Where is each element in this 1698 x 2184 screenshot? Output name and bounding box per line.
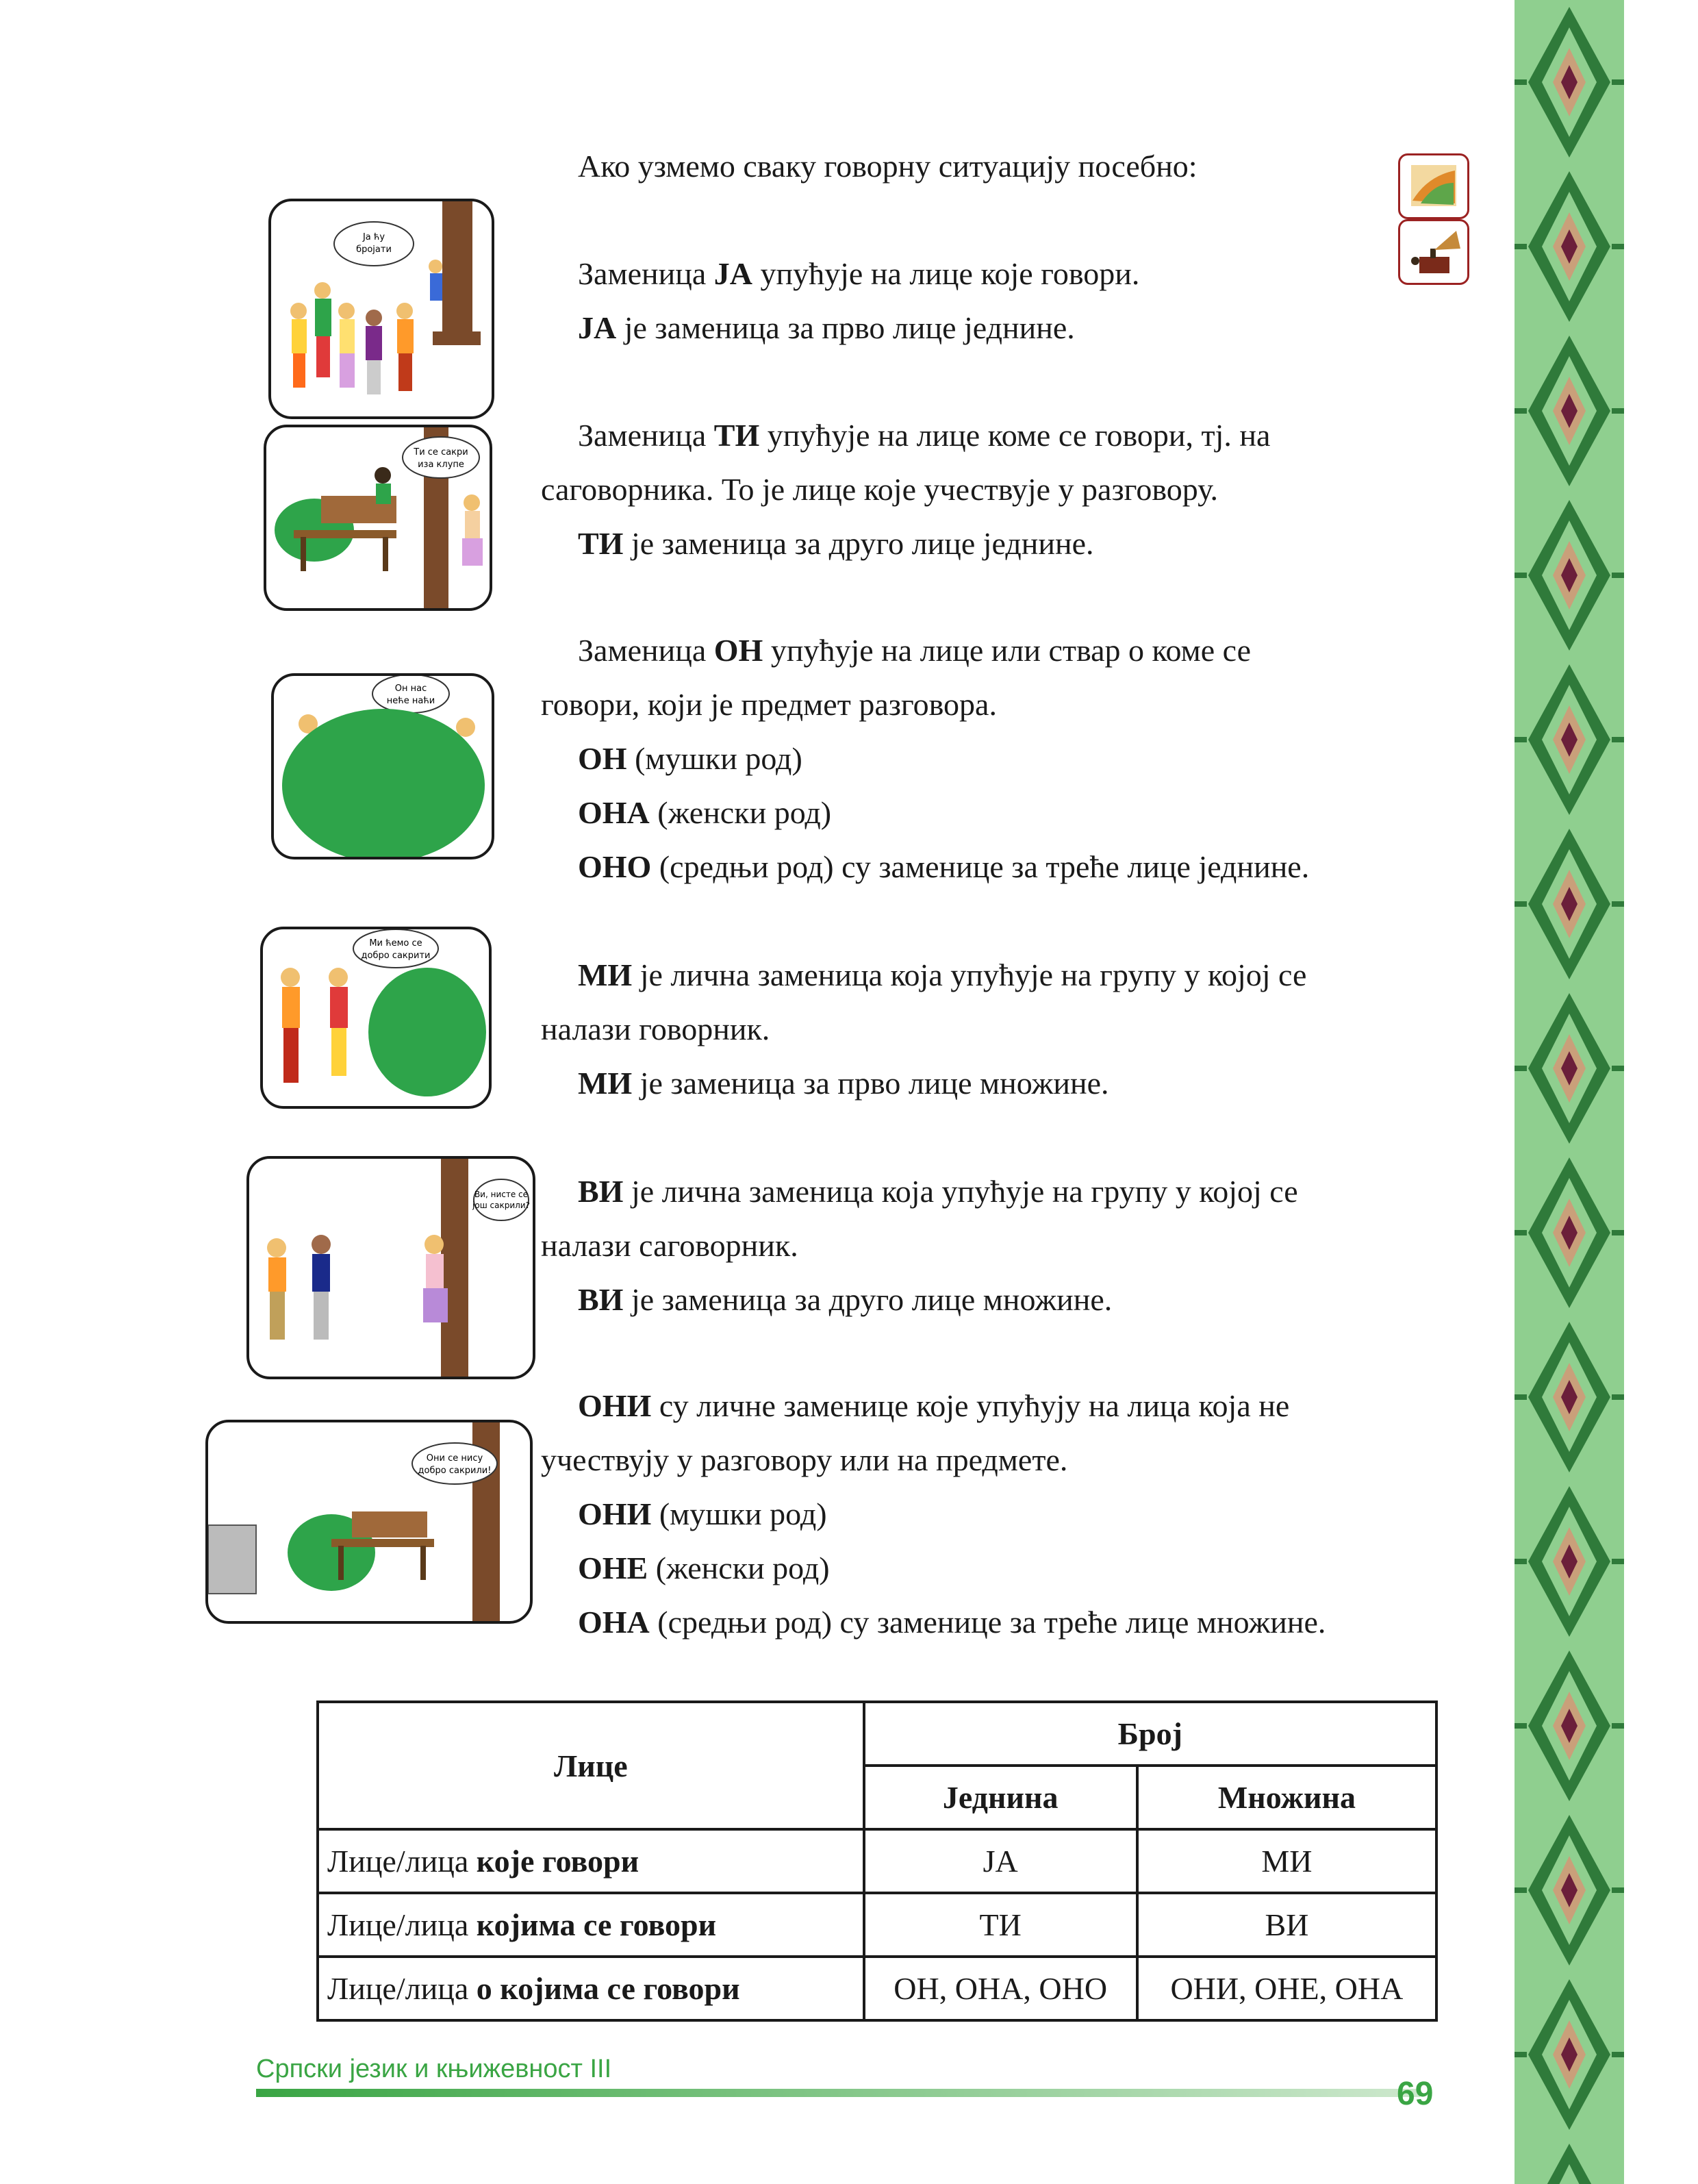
footer-divider <box>256 2089 1420 2097</box>
ja-line-2-post: је заменица за прво лице једнине. <box>616 310 1075 345</box>
oni-line-1-bold: ОНИ <box>578 1388 652 1423</box>
cell-singular: ОН, ОНА, ОНО <box>864 1957 1137 2020</box>
mi-line-3-post: је заменица за прво лице множине. <box>632 1066 1109 1101</box>
ti-line-3-post: је заменица за друго лице једнине. <box>623 526 1094 561</box>
on-line-1 <box>541 623 1452 677</box>
table-row <box>318 1829 1436 1893</box>
oni-line-5 <box>541 1595 1452 1649</box>
mi-line-3-bold: МИ <box>578 1066 633 1101</box>
oni-line-3 <box>541 1487 1452 1541</box>
vi-line-2: налази саговорник. <box>541 1228 798 1263</box>
header-mnozina: Множина <box>1137 1766 1436 1829</box>
cell-plural: ОНИ, ОНЕ, ОНА <box>1137 1957 1436 2020</box>
comic-panel-on <box>271 673 494 859</box>
row-label <box>318 1957 864 2020</box>
ja-line-1 <box>541 247 1452 301</box>
mi-line-1 <box>541 948 1452 1002</box>
table-row <box>318 1893 1436 1957</box>
speech-bubble-text: Он нас <box>394 683 427 694</box>
header-broj: Број <box>864 1702 1436 1766</box>
on-line-3-post: (мушки род) <box>626 741 802 776</box>
oni-line-4 <box>541 1541 1452 1595</box>
comic-panel-ja <box>268 199 494 419</box>
vi-line-1 <box>541 1164 1452 1218</box>
vi-line-3 <box>541 1272 1452 1327</box>
speech-bubble-text: Они се нису <box>426 1453 483 1464</box>
vi-line-1-post: је лична заменица која упућује на групу у којој се <box>623 1174 1298 1209</box>
row-label <box>318 1893 864 1957</box>
vi-line-3-bold: ВИ <box>578 1282 624 1317</box>
on-line-5 <box>541 840 1452 894</box>
speech-bubble-text: неће наћи <box>386 696 435 706</box>
on-line-1-post: упућује на лице или ствар о коме се <box>763 633 1252 668</box>
pronoun-table <box>316 1700 1438 2022</box>
cell-singular: ЈА <box>864 1829 1137 1893</box>
ti-line-1 <box>541 408 1452 462</box>
row-label-pre: Лице/лица <box>327 1971 477 2006</box>
on-line-2: говори, који је предмет разговора. <box>541 687 997 722</box>
on-line-4 <box>541 786 1452 840</box>
section-ti <box>541 408 1452 570</box>
oni-line-4-post: (женски род) <box>648 1551 830 1585</box>
comic-panel-ti <box>264 425 492 611</box>
row-label-bold: које говори <box>476 1844 639 1879</box>
ja-line-2 <box>541 301 1452 355</box>
speech-bubble-text: иза клупе <box>418 460 464 470</box>
page-number: 69 <box>1397 2076 1434 2112</box>
speech-bubble-text: Ја ћу <box>362 232 385 242</box>
row-label-pre: Лице/лица <box>327 1844 477 1879</box>
comic-panel-mi <box>260 927 492 1109</box>
header-lice: Лице <box>318 1702 864 1829</box>
children-group <box>290 260 442 394</box>
ja-line-1-bold: ЈА <box>713 256 752 291</box>
cell-plural: МИ <box>1137 1829 1436 1893</box>
section-on <box>541 623 1452 894</box>
cell-singular: ТИ <box>864 1893 1137 1957</box>
ja-line-2-bold: ЈА <box>578 310 617 345</box>
ti-line-1-post: упућује на лице коме се говори, тј. на <box>759 418 1271 453</box>
vi-line-3-post: је заменица за друго лице множине. <box>623 1282 1113 1317</box>
on-line-5-bold: ОНО <box>578 849 652 884</box>
speech-bubble-text: Ви, нисте се <box>474 1190 529 1199</box>
vi-line-1-bold: ВИ <box>578 1174 624 1209</box>
section-mi <box>541 948 1452 1110</box>
comic-panel-oni <box>205 1420 533 1624</box>
speech-bubble-text: Ми ћемо се <box>369 938 422 949</box>
on-line-1-bold: ОН <box>713 633 763 668</box>
oni-line-2: учествују у разговору или на предмете. <box>541 1442 1068 1477</box>
mi-line-1-bold: МИ <box>578 957 633 992</box>
on-line-1-pre: Заменица <box>578 633 714 668</box>
row-label-bold: којима се говори <box>476 1907 717 1942</box>
comic-panel-vi <box>246 1156 535 1379</box>
ti-line-1-bold: ТИ <box>713 418 760 453</box>
speech-bubble-text: бројати <box>356 244 392 255</box>
mi-line-3 <box>541 1056 1452 1110</box>
on-line-4-bold: ОНА <box>578 795 650 830</box>
ja-line-1-post: упућује на лице које говори. <box>752 256 1140 291</box>
mi-line-1-post: је лична заменица која упућује на групу у којој се <box>632 957 1307 992</box>
row-label-pre: Лице/лица <box>327 1907 477 1942</box>
table-row <box>318 1957 1436 2020</box>
oni-line-4-bold: ОНЕ <box>578 1551 648 1585</box>
intro-text <box>541 139 1452 193</box>
speech-bubble-text: Ти се сакри <box>414 447 468 457</box>
cell-plural: ВИ <box>1137 1893 1436 1957</box>
ti-line-3 <box>541 516 1452 570</box>
intro-line: Ако узмемо сваку говорну ситуацију посебно: <box>578 149 1198 184</box>
section-vi <box>541 1164 1452 1327</box>
speech-bubble-text: добро сакрити <box>361 951 431 961</box>
ti-line-3-bold: ТИ <box>578 526 624 561</box>
header-jednina: Једнина <box>864 1766 1137 1829</box>
speech-bubble-text: још сакрили? <box>472 1201 530 1210</box>
oni-line-1 <box>541 1379 1452 1433</box>
table-header-row <box>318 1702 1436 1766</box>
ja-line-1-pre: Заменица <box>578 256 714 291</box>
row-label-bold: о којима се говори <box>476 1971 740 2006</box>
ti-line-2: саговорника. То је лице које учествује у разговору. <box>541 472 1219 507</box>
on-line-5-post: (средњи род) су заменице за треће лице једнине. <box>651 849 1310 884</box>
oni-line-3-post: (мушки род) <box>651 1496 827 1531</box>
oni-line-3-bold: ОНИ <box>578 1496 652 1531</box>
section-oni <box>541 1379 1452 1649</box>
section-ja <box>541 247 1452 355</box>
row-label <box>318 1829 864 1893</box>
speech-bubble-text: добро сакрили! <box>418 1466 492 1476</box>
mi-line-2: налази говорник. <box>541 1012 770 1046</box>
decorative-border <box>1515 0 1624 2184</box>
oni-line-1-post: су личне заменице које упућују на лица која не <box>651 1388 1290 1423</box>
on-line-3-bold: ОН <box>578 741 627 776</box>
on-line-3 <box>541 731 1452 786</box>
oni-line-5-bold: ОНА <box>578 1605 650 1640</box>
footer-book-title: Српски језик и књижевност III <box>256 2055 612 2083</box>
oni-line-5-post: (средњи род) су заменице за треће лице множине. <box>649 1605 1326 1640</box>
on-line-4-post: (женски род) <box>649 795 832 830</box>
ti-line-1-pre: Заменица <box>578 418 714 453</box>
